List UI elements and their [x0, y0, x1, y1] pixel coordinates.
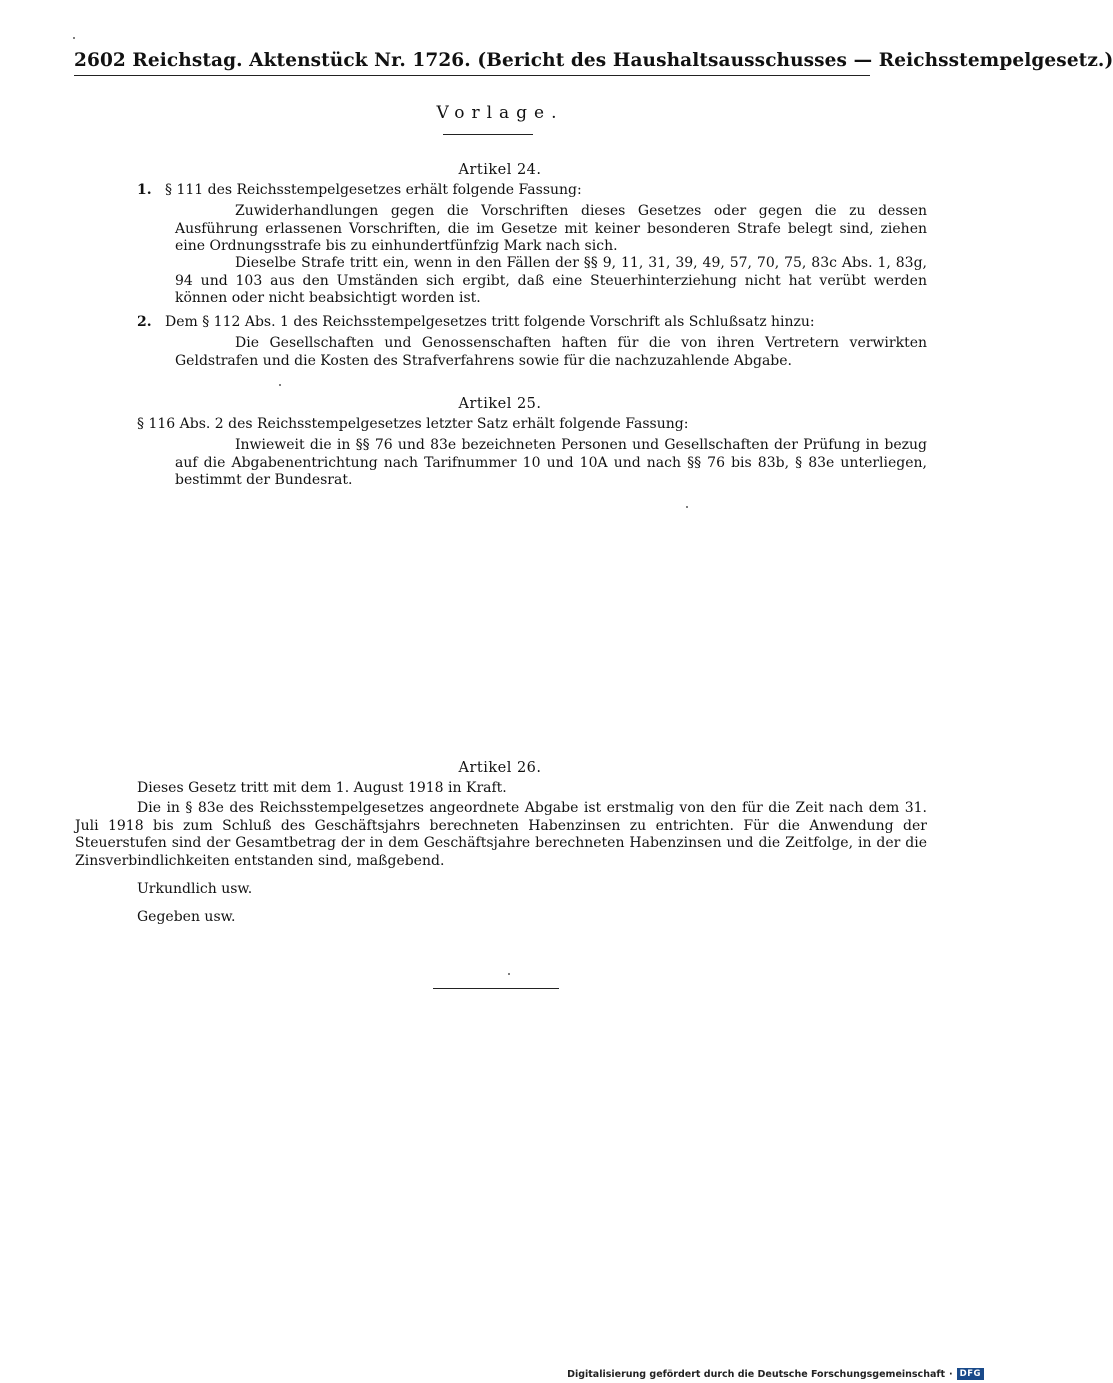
item-number: 2. [137, 314, 152, 330]
artikel-24-item-2-intro [137, 314, 927, 332]
title-rule [443, 134, 533, 135]
artikel-24-item-1-intro [137, 182, 927, 200]
artikel-24-title: Artikel 24. [458, 162, 542, 178]
artikel-26-para-2: Die in § 83e des Reichsstempelgesetzes angeordnete Abgabe ist erstmalig von den für die Zeit nach dem 31. Juli 1918 bis zum Schluß des Geschäftsjahrs berechneten Habenzinsen zu entrichten. Für die Anwendung der Steuerstufen sind der Gesamtbetrag der in dem Geschäftsjahre berechneten Habenzinsen und die Zeitfolge, in der die Zinsverbindlichkeiten entstanden sind, maßgebend. [75, 800, 927, 869]
digitization-footer [567, 1368, 984, 1380]
closing-urkundlich: Urkundlich usw. [137, 881, 253, 897]
artikel-25-para-1: Inwieweit die in §§ 76 und 83e bezeichneten Personen und Gesellschaften der Prüfung in bezug auf die Abgabenentrichtung nach Tarifnummer 10 und 10A und nach §§ 76 bis 83b, § 83e unterliegen, bestimmt der Bundesrat. [175, 437, 927, 488]
artikel-25-title: Artikel 25. [458, 396, 542, 412]
section-title: Vorlage. [436, 103, 564, 123]
scan-speck [73, 37, 75, 39]
item-number: 1. [137, 182, 152, 198]
closing-gegeben: Gegeben usw. [137, 909, 236, 925]
artikel-26-title: Artikel 26. [458, 760, 542, 776]
artikel-24-item-1-para-2: Dieselbe Strafe tritt ein, wenn in den Fällen der §§ 9, 11, 31, 39, 49, 57, 70, 75, 83c Abs. 1, 83g, 94 und 103 aus den Umständen sich ergibt, daß eine Steuerhinterziehung nicht hat verübt werden können oder nicht beabsichtigt worden ist. [175, 255, 927, 306]
artikel-24-item-1-para-1: Zuwiderhandlungen gegen die Vorschriften dieses Gesetzes oder gegen die zu dessen Ausführung erlassenen Vorschriften, die im Gesetze mit keiner besonderen Strafe belegt sind, ziehen eine Ordnungsstrafe bis zu einhundertfünfzig Mark nach sich. [175, 203, 927, 254]
end-rule [433, 988, 559, 989]
page-header: 2602 Reichstag. Aktenstück Nr. 1726. (Bericht des Haushaltsausschusses — Reichsstempelgesetz.) [74, 50, 870, 76]
item-intro-text: Dem § 112 Abs. 1 des Reichsstempelgesetzes tritt folgende Vorschrift als Schlußsatz hinzu: [165, 314, 815, 330]
artikel-24-item-2-para-1: Die Gesellschaften und Genossenschaften haften für die von ihren Vertretern verwirkten Geldstrafen und die Kosten des Strafverfahrens sowie für die nachzuzahlende Abgabe. [175, 335, 927, 369]
footer-separator: · [949, 1368, 953, 1380]
scan-speck [279, 384, 281, 386]
scan-speck [508, 973, 510, 975]
scan-speck [686, 506, 688, 508]
item-intro-text: § 111 des Reichsstempelgesetzes erhält folgende Fassung: [165, 182, 582, 198]
dfg-logo: DFG [957, 1368, 984, 1380]
artikel-25-intro: § 116 Abs. 2 des Reichsstempelgesetzes letzter Satz erhält folgende Fassung: [137, 416, 689, 432]
artikel-26-para-1: Dieses Gesetz tritt mit dem 1. August 1918 in Kraft. [137, 780, 507, 796]
footer-text: Digitalisierung gefördert durch die Deutsche Forschungsgemeinschaft [567, 1368, 946, 1380]
